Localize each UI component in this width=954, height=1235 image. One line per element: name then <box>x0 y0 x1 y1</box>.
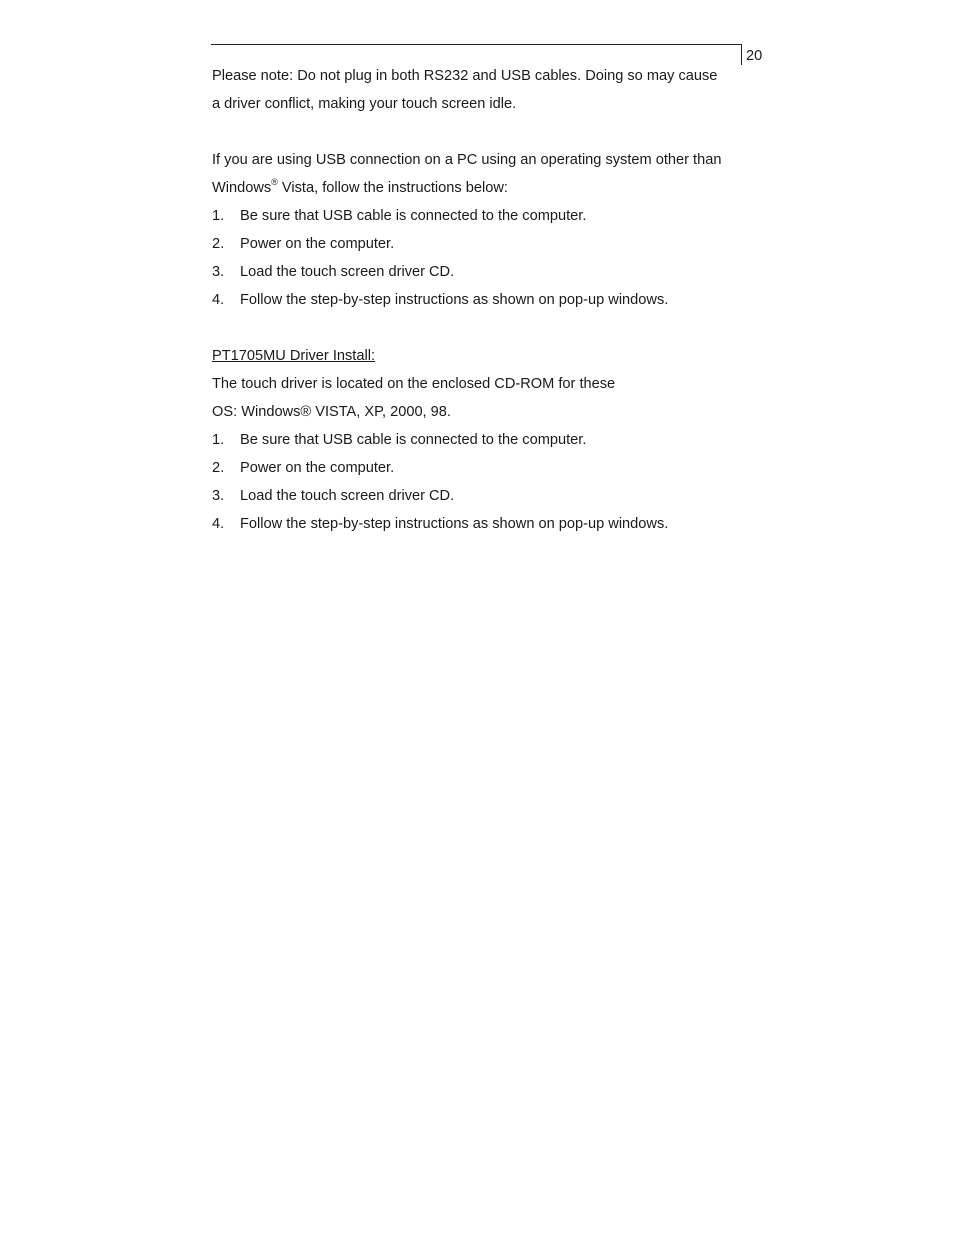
list-item-text: Follow the step-by-step instructions as shown on pop-up windows. <box>240 292 669 308</box>
page-body <box>212 62 752 538</box>
list-item-number: 3. <box>212 264 225 280</box>
list-item-number: 2. <box>212 236 225 252</box>
list-item-text: Be sure that USB cable is connected to the computer. <box>240 208 587 224</box>
list-item <box>212 482 752 510</box>
registered-mark: ® <box>271 177 278 188</box>
list-item-text: Load the touch screen driver CD. <box>240 264 455 280</box>
list-item-number: 4. <box>212 292 225 308</box>
list-item <box>212 286 752 314</box>
list-item <box>212 230 752 258</box>
list-item <box>212 258 752 286</box>
list-item-number: 4. <box>212 516 225 532</box>
list-item <box>212 426 752 454</box>
spacer <box>212 118 752 146</box>
note-line-1: Please note: Do not plug in both RS232 and USB cables. Doing so may cause <box>212 68 718 84</box>
usb-intro-windows: Windows <box>212 180 272 196</box>
driver-intro-line-2: OS: Windows® VISTA, XP, 2000, 98. <box>212 404 451 420</box>
list-item-text: Power on the computer. <box>240 236 395 252</box>
page-number: 20 <box>746 48 763 64</box>
usb-intro-line-2 <box>212 174 752 202</box>
list-item <box>212 510 752 538</box>
list-item-text: Power on the computer. <box>240 460 395 476</box>
list-item-number: 2. <box>212 460 225 476</box>
list-item-number: 3. <box>212 488 225 504</box>
list-item-number: 1. <box>212 432 225 448</box>
list-item-number: 1. <box>212 208 225 224</box>
note-line-2: a driver conflict, making your touch screen idle. <box>212 96 517 112</box>
usb-intro-rest: Vista, follow the instructions below: <box>277 180 508 196</box>
spacer <box>212 314 752 342</box>
list-item-text: Load the touch screen driver CD. <box>240 488 455 504</box>
driver-intro-line-1: The touch driver is located on the enclosed CD-ROM for these <box>212 376 616 392</box>
driver-install-heading: PT1705MU Driver Install: <box>212 348 376 364</box>
list-item <box>212 202 752 230</box>
list-item <box>212 454 752 482</box>
header-rule <box>211 44 741 45</box>
list-item-text: Be sure that USB cable is connected to the computer. <box>240 432 587 448</box>
usb-intro-line-1: If you are using USB connection on a PC using an operating system other than <box>212 152 722 168</box>
list-item-text: Follow the step-by-step instructions as shown on pop-up windows. <box>240 516 669 532</box>
